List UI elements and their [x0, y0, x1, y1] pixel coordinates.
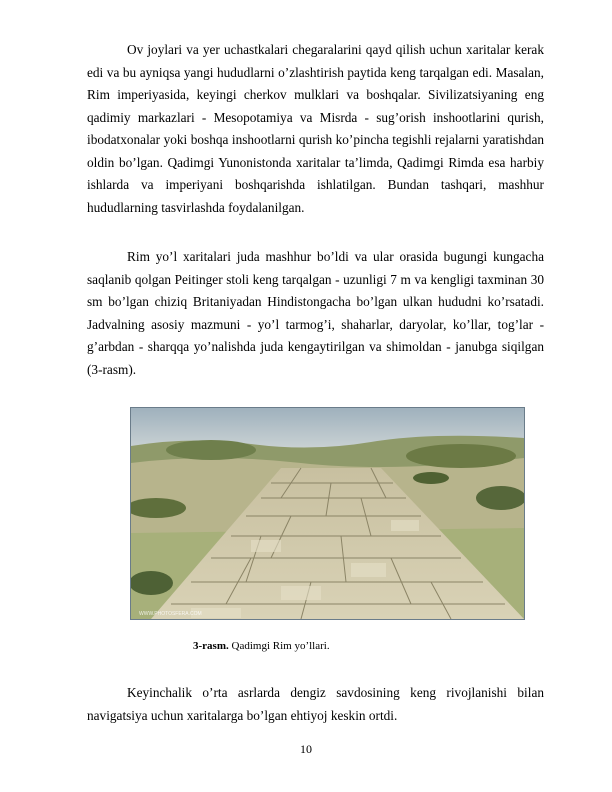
figure-caption-text: Qadimgi Rim yo’llari. — [231, 640, 330, 652]
paragraph-navigation: Keyinchalik o’rta asrlarda dengiz savdosining keng rivojlanishi bilan navigatsiya uchun xaritalarga bo’lgan ehtiyoj keskin ortdi. — [87, 685, 544, 723]
photo-watermark: WWW.PHOTOSFERA.COM — [139, 611, 202, 617]
roman-road-photo — [130, 407, 525, 620]
figure-label: 3-rasm. — [193, 640, 229, 652]
paragraph-roman-road-maps: Rim yo’l xaritalari juda mashhur bo’ldi va ular orasida bugungi kungacha saqlanib qolgan Peitinger stoli keng tarqalgan - uzunligi 7 m va kengligi taxminan 30 sm bo’lgan chiziq Britaniyadan Hindistongacha bo’lgan ulkan hududni ko’rsatadi. Jadvalning asosiy mazmuni - yo’l tarmog’i, shaharlar, daryolar, ko’llar, tog’lar - g’arbdan - sharqqa yo’nalishda juda kengaytirilgan va shimoldan - janubga siqilgan (3-rasm). — [87, 249, 544, 377]
figure-caption — [193, 640, 330, 652]
paragraph-maps-history: Ov joylari va yer uchastkalari chegaralarini qayd qilish uchun xaritalar kerak edi va bu ayniqsa yangi hududlarni o’zlashtirish paytida keng tarqalgan edi. Masalan, Rim imperiyasida, keyingi cherkov mulklari va boshqalar. Sivilizatsiyaning eng qadimiy markazlari - Mesopotamiya va Misrda - sug’orish inshootlarini qurish, ibodatxonalar yoki boshqa inshootlarni qurish ko’pincha tegishli rejalarni yaratishdan oldin bo’lgan. Qadimgi Yunonistonda xaritalar ta’limda, Qadimgi Rimda esa harbiy ishlarda va imperiyani boshqarishda ishlatilgan. Bundan tashqari, mashhur hududlarning tasvirlashda foydalanilgan. — [87, 42, 544, 215]
page-number: 10 — [300, 742, 312, 756]
